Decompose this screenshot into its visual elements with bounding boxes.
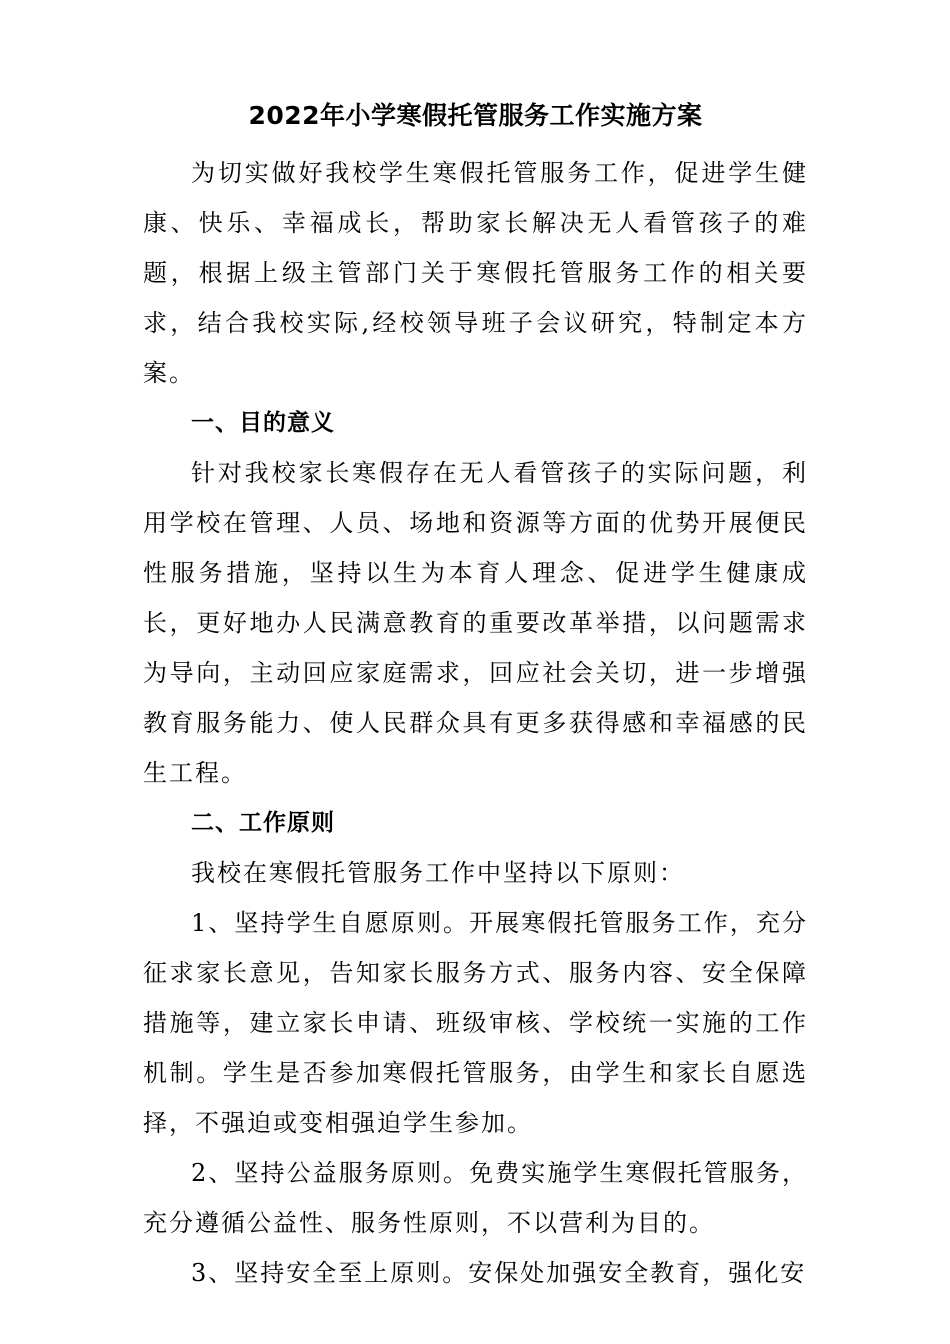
section-heading-principles: 二、工作原则 <box>191 810 335 836</box>
principle-safety-paragraph: 3、坚持安全至上原则。安保处加强安全教育，强化安 <box>191 1259 807 1287</box>
document-title: 2022年小学寒假托管服务工作实施方案 <box>248 101 703 130</box>
principle-voluntary-paragraph: 1、坚持学生自愿原则。开展寒假托管服务工作，充分征求家长意见，告知家长服务方式、服务内容、安全保障措施等，建立家长申请、班级审核、学校统一实施的工作机制。学生是否参加寒假托管服务，由学生和家长自愿选择，不强迫或变相强迫学生参加。 <box>143 909 808 1137</box>
principle-public-welfare-paragraph: 2、坚持公益服务原则。免费实施学生寒假托管服务，充分遵循公益性、服务性原则，不以营利为目的。 <box>143 1159 808 1237</box>
document-body <box>143 92 808 1298</box>
purpose-paragraph: 针对我校家长寒假存在无人看管孩子的实际问题，利用学校在管理、人员、场地和资源等方面的优势开展便民性服务措施，坚持以生为本育人理念、促进学生健康成长，更好地办人民满意教育的重要改革举措，以问题需求为导向，主动回应家庭需求，回应社会关切，进一步增强教育服务能力、使人民群众具有更多获得感和幸福感的民生工程。 <box>143 459 808 787</box>
section-heading-purpose: 一、目的意义 <box>191 410 335 436</box>
intro-paragraph: 为切实做好我校学生寒假托管服务工作，促进学生健康、快乐、幸福成长，帮助家长解决无人看管孩子的难题，根据上级主管部门关于寒假托管服务工作的相关要求，结合我校实际,经校领导班子会议研究，特制定本方案。 <box>143 159 808 387</box>
principles-intro-paragraph: 我校在寒假托管服务工作中坚持以下原则： <box>191 859 685 887</box>
